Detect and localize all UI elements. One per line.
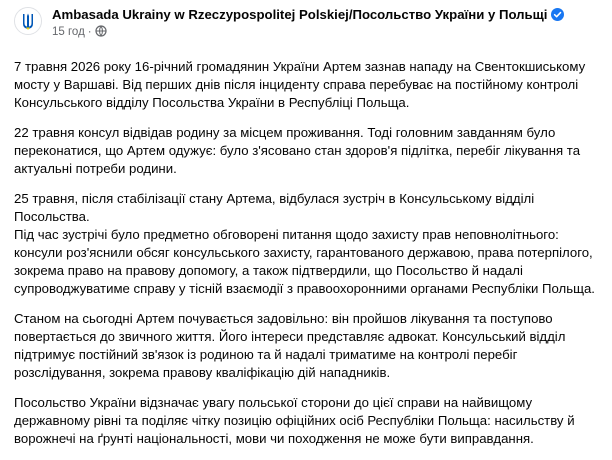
post-header [0, 0, 612, 50]
trident-emblem-icon [15, 8, 41, 34]
page-avatar[interactable] [14, 7, 42, 35]
meta-separator: · [87, 26, 92, 38]
globe-icon[interactable] [95, 25, 107, 37]
post-paragraph-3: 25 травня, після стабілізації стану Артема, відбулася зустріч в Консульському відділі Посольства. Під час зустрічі було предметно обговорені питання щодо захисту прав неповнолітнього: консули роз'яснили обсяг консульського захисту, гарантованого державою, права потерпілого, зокрема право на правову допомогу, а також підтвердили, що Посольство й надалі супроводжуватиме справу у тісній взаємодії з правоохоронними органами Республіки Польща. [14, 191, 595, 296]
post-timestamp[interactable]: 15 год [52, 26, 85, 38]
post-paragraph-1: 7 травня 2026 року 16-річний громадянин України Артем зазнав нападу на Свентокшиському мосту у Варшаві. Від перших днів після інциденту справа перебуває на постійному контролі Консульського відділу Посольства України в Республіці Польща. [14, 59, 586, 110]
post-text [14, 58, 604, 460]
post-paragraph-5: Посольство України відзначає увагу польської сторони до цієї справи на найвищому державному рівні та поділяє чітку позицію офіційних осіб Республіки Польща: насильству й ворожнечі на ґрунті національності, мови чи походження не може бути виправдання. [14, 395, 575, 446]
post-paragraph-2: 22 травня консул відвідав родину за місцем проживання. Тоді головним завданням було переконатися, що Артем одужує: було з'ясовано стан здоров'я підлітка, перебіг лікування та актуальні потреби родини. [14, 125, 581, 176]
post-meta [52, 25, 107, 40]
page-name-link[interactable]: Ambasada Ukrainy w Rzeczypospolitej Polskiej/Посольство України у Польщі [52, 7, 548, 22]
verified-badge-icon [551, 8, 564, 21]
post-paragraph-4: Станом на сьогодні Артем почувається задовільно: він пройшов лікування та поступово повертається до звичного життя. Його інтереси представляє адвокат. Консульський відділ підтримує постійний зв'язок із родиною та й надалі триматиме на контролі перебіг розслідування, зокрема правову кваліфікацію дій нападників. [14, 311, 566, 380]
page-name-line [52, 6, 564, 23]
